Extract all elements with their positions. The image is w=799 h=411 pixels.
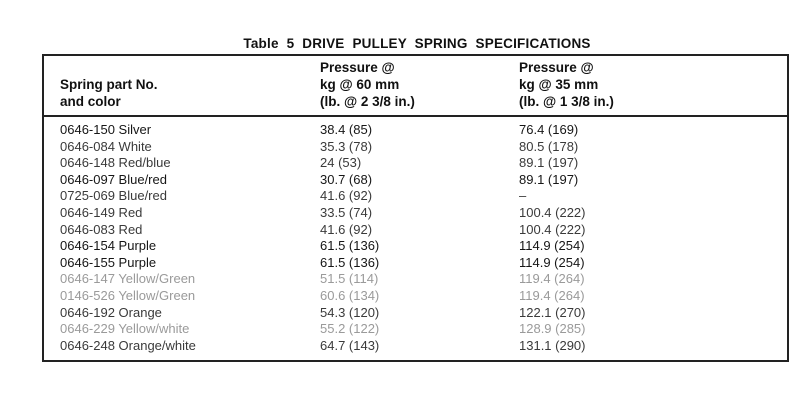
cell-pressure-60: 30.7 (68) (320, 171, 373, 187)
header-line: Pressure @ (320, 60, 395, 75)
cell-part: 0646-148 Red/blue (60, 155, 171, 171)
header-pressure-60mm (320, 59, 415, 110)
cell-pressure-60: 41.6 (92) (320, 188, 373, 204)
cell-pressure-35: 100.4 (222) (519, 221, 586, 237)
header-spring-part (60, 76, 158, 110)
header-line: kg @ 60 mm (320, 77, 400, 92)
table-row (44, 205, 787, 222)
table-row (44, 338, 787, 355)
header-divider (44, 115, 787, 117)
header-line: Pressure @ (519, 60, 594, 75)
table-row (44, 188, 787, 205)
header-pressure-35mm (519, 59, 614, 110)
cell-pressure-60: 24 (53) (320, 155, 362, 171)
spring-specifications-table (42, 54, 789, 362)
table-row (44, 238, 787, 255)
header-line: and color (60, 94, 121, 109)
cell-pressure-35: 76.4 (169) (519, 122, 579, 137)
cell-pressure-35: 119.4 (264) (519, 287, 585, 303)
table-row (44, 271, 787, 288)
cell-part: 0646-149 Red (60, 204, 143, 220)
cell-pressure-60: 61.5 (136) (320, 254, 380, 270)
table-row (44, 172, 787, 189)
table-row (44, 255, 787, 272)
table-body (44, 122, 787, 354)
cell-part: 0646-150 Silver (60, 122, 152, 137)
cell-part: 0646-248 Orange/white (60, 337, 196, 353)
cell-pressure-35: 89.1 (197) (519, 155, 579, 171)
cell-part: 0646-154 Purple (60, 238, 157, 254)
table-row (44, 222, 787, 239)
cell-part: 0646-155 Purple (60, 254, 157, 270)
cell-pressure-35: 89.1 (197) (519, 171, 579, 187)
cell-pressure-35: 119.4 (264) (519, 271, 585, 287)
cell-pressure-60: 38.4 (85) (320, 122, 373, 137)
cell-pressure-35: 128.9 (285) (519, 321, 586, 337)
cell-part: 0725-069 Blue/red (60, 188, 167, 204)
cell-part: 0146-526 Yellow/Green (60, 287, 196, 303)
cell-part: 0646-083 Red (60, 221, 143, 237)
cell-pressure-60: 64.7 (143) (320, 337, 380, 353)
cell-pressure-60: 51.5 (114) (320, 271, 379, 287)
cell-part: 0646-147 Yellow/Green (60, 271, 196, 287)
header-line: (lb. @ 1 3/8 in.) (519, 94, 614, 109)
cell-pressure-35: 114.9 (254) (519, 238, 585, 254)
cell-part: 0646-097 Blue/red (60, 171, 167, 187)
table-row (44, 288, 787, 305)
table-row (44, 321, 787, 338)
cell-pressure-35: 122.1 (270) (519, 304, 586, 320)
cell-pressure-60: 41.6 (92) (320, 221, 373, 237)
cell-pressure-60: 33.5 (74) (320, 204, 373, 220)
cell-pressure-35: 100.4 (222) (519, 204, 586, 220)
cell-pressure-60: 60.6 (134) (320, 287, 380, 303)
table-row (44, 139, 787, 156)
table-row (44, 122, 787, 139)
cell-pressure-60: 61.5 (136) (320, 238, 380, 254)
cell-pressure-35: – (519, 188, 527, 204)
cell-pressure-60: 54.3 (120) (320, 304, 380, 320)
header-line: Spring part No. (60, 77, 158, 92)
cell-part: 0646-084 White (60, 138, 152, 154)
header-line: kg @ 35 mm (519, 77, 599, 92)
table-row (44, 305, 787, 322)
cell-pressure-35: 80.5 (178) (519, 138, 579, 154)
cell-part: 0646-229 Yellow/white (60, 321, 190, 337)
table-title: Table 5 DRIVE PULLEY SPRING SPECIFICATIONS (243, 36, 591, 51)
cell-pressure-60: 35.3 (78) (320, 138, 373, 154)
cell-pressure-60: 55.2 (122) (320, 321, 380, 337)
cell-pressure-35: 131.1 (290) (519, 337, 586, 353)
table-row (44, 155, 787, 172)
header-line: (lb. @ 2 3/8 in.) (320, 94, 415, 109)
cell-pressure-35: 114.9 (254) (519, 254, 585, 270)
cell-part: 0646-192 Orange (60, 304, 162, 320)
